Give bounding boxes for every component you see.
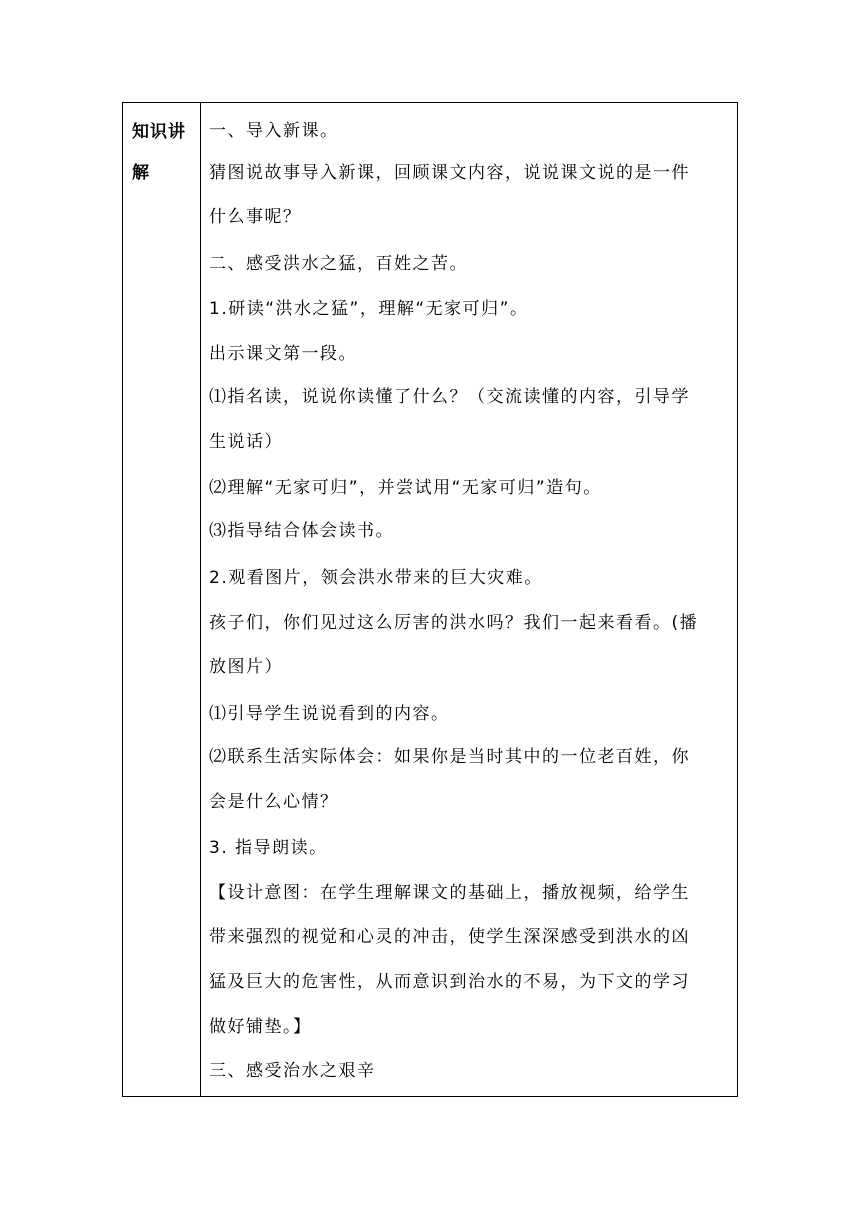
lesson-table: [122, 102, 738, 1097]
text-line: ⑵联系生活实际体会：如果你是当时其中的一位老百姓，你: [209, 747, 690, 767]
section-heading: 三、感受治水之艰辛: [209, 1061, 376, 1081]
text-line: ⑵理解“无家可归”，并尝试用“无家可归”造句。: [209, 478, 602, 498]
text-line: ⑴指名读，说说你读懂了什么？（交流读懂的内容，引导学: [209, 387, 690, 407]
label-line: 解: [132, 163, 150, 183]
design-note-line: 猛及巨大的危害性，从而意识到治水的不易，为下文的学习: [209, 972, 690, 992]
section-heading: 二、感受洪水之猛，百姓之苦。: [209, 254, 468, 274]
text-line: 会是什么心情？: [209, 792, 339, 812]
subsection-heading: 3. 指导朗读。: [209, 838, 328, 858]
content-cell: [201, 103, 738, 1096]
text-line: 猜图说故事导入新课，回顾课文内容，说说课文说的是一件: [209, 163, 690, 183]
label-cell: [123, 103, 200, 1096]
subsection-heading: 1.研读“洪水之猛”，理解“无家可归”。: [209, 299, 529, 319]
design-note-line: 做好铺垫。】: [209, 1017, 312, 1037]
label-line: 知识讲: [132, 122, 186, 142]
section-heading: 一、导入新课。: [209, 121, 339, 141]
text-line: 孩子们，你们见过这么厉害的洪水吗？我们一起来看看。(播: [209, 613, 699, 633]
text-line: 出示课文第一段。: [209, 344, 357, 364]
text-line: ⑴引导学生说说看到的内容。: [209, 704, 450, 724]
design-note-line: 带来强烈的视觉和心灵的冲击，使学生深深感受到洪水的凶: [209, 927, 690, 947]
text-line: ⑶指导结合体会读书。: [209, 521, 394, 541]
design-note-line: 【设计意图：在学生理解课文的基础上，播放视频，给学生: [209, 883, 690, 903]
text-line: 生说话）: [209, 432, 283, 452]
text-line: 放图片）: [209, 657, 283, 677]
subsection-heading: 2.观看图片，领会洪水带来的巨大灾难。: [209, 568, 543, 588]
text-line: 什么事呢？: [209, 207, 302, 227]
